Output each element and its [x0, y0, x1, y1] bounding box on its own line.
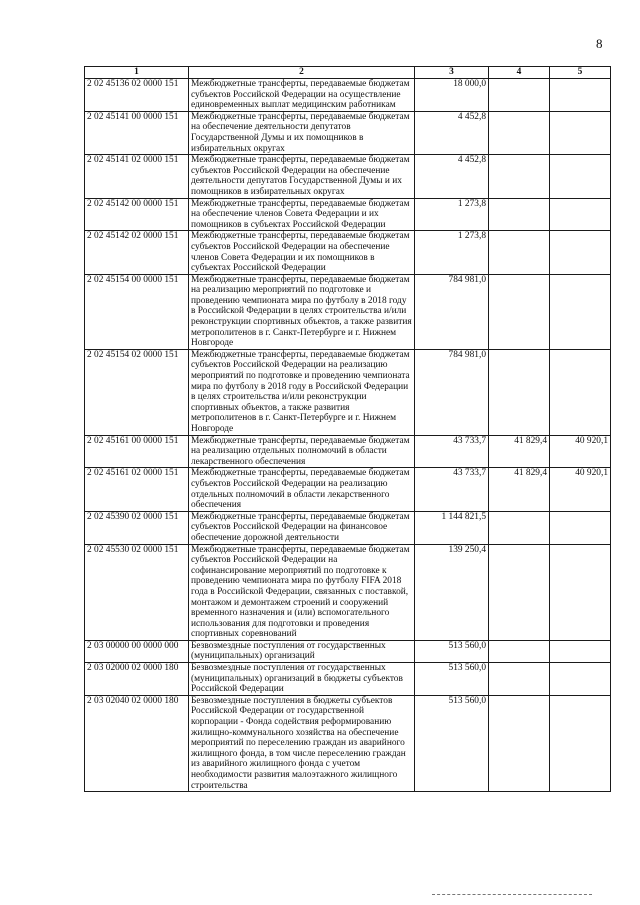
table-row [85, 468, 611, 511]
budget-code-cell: 2 02 45530 02 0000 151 [85, 544, 189, 640]
amount-col-3-cell: 1 273,8 [415, 231, 489, 274]
amount-col-3-cell: 1 273,8 [415, 198, 489, 231]
revenue-name-cell: Безвозмездные поступления в бюджеты субъектов Российской Федерации от государственной корпорации - Фонда содействия реформированию жилищно-коммунального хозяйства на обеспечение мероприятий по переселению граждан из аварийного жилищного фонда, в том числе переселению граждан из аварийного жилищного фонда с учетом необходимости развития малоэтажного жилищного строительства [189, 695, 415, 791]
amount-col-5-cell [550, 231, 611, 274]
table-row [85, 663, 611, 696]
amount-col-5-cell: 40 920,1 [550, 468, 611, 511]
revenue-name-cell: Межбюджетные трансферты, передаваемые бюджетам субъектов Российской Федерации на обеспечение деятельности депутатов Государственной Думы и их помощников в избирательных округах [189, 155, 415, 198]
header-col-1: 1 [85, 67, 189, 79]
revenue-name-cell: Межбюджетные трансферты, передаваемые бюджетам на реализацию отдельных полномочий в области лекарственного обеспечения [189, 435, 415, 468]
table-row [85, 544, 611, 640]
table-row [85, 695, 611, 791]
amount-col-4-cell [489, 79, 550, 112]
budget-code-cell: 2 02 45154 02 0000 151 [85, 349, 189, 435]
revenue-name-cell: Межбюджетные трансферты, передаваемые бюджетам субъектов Российской Федерации на софинансирование мероприятий по подготовке к проведению чемпионата мира по футболу FIFA 2018 года в Российской Федерации, связанных с поставкой, монтажом и демонтажем строений и сооружений временного назначения и (или) вспомогательного использования для подготовки и проведения спортивных соревнований [189, 544, 415, 640]
amount-col-3-cell: 43 733,7 [415, 468, 489, 511]
table-row [85, 231, 611, 274]
amount-col-4-cell [489, 695, 550, 791]
amount-col-4-cell [489, 663, 550, 696]
header-col-4: 4 [489, 67, 550, 79]
table-row [85, 349, 611, 435]
amount-col-5-cell [550, 663, 611, 696]
amount-col-5-cell [550, 349, 611, 435]
table-row [85, 111, 611, 154]
table-row [85, 155, 611, 198]
revenue-name-cell: Межбюджетные трансферты, передаваемые бюджетам субъектов Российской Федерации на реализацию мероприятий по подготовке и проведению чемпионата мира по футболу в 2018 году в Российской Федерации в целях строительства и/или реконструкции спортивных объектов, а также развития метрополитенов в г. Санкт-Петербурге и г. Нижнем Новгороде [189, 349, 415, 435]
table-row [85, 79, 611, 112]
amount-col-4-cell [489, 155, 550, 198]
amount-col-4-cell [489, 111, 550, 154]
page-number: 8 [596, 36, 603, 51]
revenue-name-cell: Межбюджетные трансферты, передаваемые бюджетам на обеспечение членов Совета Федерации и их помощников в субъектах Российской Федерации [189, 198, 415, 231]
budget-code-cell: 2 02 45142 02 0000 151 [85, 231, 189, 274]
amount-col-5-cell [550, 198, 611, 231]
header-col-2: 2 [189, 67, 415, 79]
amount-col-5-cell [550, 695, 611, 791]
table-row [85, 274, 611, 349]
header-col-5: 5 [550, 67, 611, 79]
amount-col-3-cell: 18 000,0 [415, 79, 489, 112]
budget-code-cell: 2 03 02000 02 0000 180 [85, 663, 189, 696]
revenue-name-cell: Межбюджетные трансферты, передаваемые бюджетам на реализацию мероприятий по подготовке и проведению чемпионата мира по футболу в 2018 году в Российской Федерации в целях строительства и/или реконструкции спортивных объектов, а также развития метрополитенов в г. Санкт-Петербурге и г. Нижнем Новгороде [189, 274, 415, 349]
budget-code-cell: 2 02 45161 00 0000 151 [85, 435, 189, 468]
budget-code-cell: 2 02 45136 02 0000 151 [85, 79, 189, 112]
amount-col-4-cell [489, 349, 550, 435]
table-row [85, 198, 611, 231]
amount-col-3-cell: 4 452,8 [415, 111, 489, 154]
amount-col-3-cell: 1 144 821,5 [415, 511, 489, 544]
table-row [85, 435, 611, 468]
amount-col-3-cell: 513 560,0 [415, 695, 489, 791]
budget-revenue-table [84, 66, 611, 792]
revenue-name-cell: Безвозмездные поступления от государственных (муниципальных) организаций в бюджеты субъектов Российской Федерации [189, 663, 415, 696]
budget-code-cell: 2 03 00000 00 0000 000 [85, 640, 189, 662]
amount-col-3-cell: 784 981,0 [415, 349, 489, 435]
amount-col-4-cell: 41 829,4 [489, 468, 550, 511]
amount-col-5-cell [550, 155, 611, 198]
amount-col-4-cell [489, 544, 550, 640]
page-edge-mark [432, 894, 592, 898]
amount-col-3-cell: 139 250,4 [415, 544, 489, 640]
revenue-name-cell: Безвозмездные поступления от государственных (муниципальных) организаций [189, 640, 415, 662]
amount-col-4-cell [489, 198, 550, 231]
amount-col-5-cell [550, 111, 611, 154]
amount-col-3-cell: 4 452,8 [415, 155, 489, 198]
amount-col-4-cell [489, 640, 550, 662]
amount-col-4-cell [489, 231, 550, 274]
amount-col-3-cell: 513 560,0 [415, 663, 489, 696]
revenue-name-cell: Межбюджетные трансферты, передаваемые бюджетам субъектов Российской Федерации на осуществление единовременных выплат медицинским работникам [189, 79, 415, 112]
amount-col-4-cell: 41 829,4 [489, 435, 550, 468]
header-col-3: 3 [415, 67, 489, 79]
amount-col-3-cell: 784 981,0 [415, 274, 489, 349]
revenue-name-cell: Межбюджетные трансферты, передаваемые бюджетам субъектов Российской Федерации на обеспечение членов Совета Федерации и их помощников в субъектах Российской Федерации [189, 231, 415, 274]
amount-col-4-cell [489, 274, 550, 349]
amount-col-5-cell: 40 920,1 [550, 435, 611, 468]
budget-code-cell: 2 02 45141 02 0000 151 [85, 155, 189, 198]
table-row [85, 640, 611, 662]
revenue-name-cell: Межбюджетные трансферты, передаваемые бюджетам субъектов Российской Федерации на реализацию отдельных полномочий в области лекарственного обеспечения [189, 468, 415, 511]
budget-code-cell: 2 02 45142 00 0000 151 [85, 198, 189, 231]
budget-code-cell: 2 02 45141 00 0000 151 [85, 111, 189, 154]
table-row [85, 511, 611, 544]
amount-col-5-cell [550, 511, 611, 544]
budget-code-cell: 2 03 02040 02 0000 180 [85, 695, 189, 791]
amount-col-3-cell: 513 560,0 [415, 640, 489, 662]
budget-code-cell: 2 02 45161 02 0000 151 [85, 468, 189, 511]
revenue-name-cell: Межбюджетные трансферты, передаваемые бюджетам на обеспечение деятельности депутатов Государственной Думы и их помощников в избирательных округах [189, 111, 415, 154]
table-header-row [85, 67, 611, 79]
revenue-name-cell: Межбюджетные трансферты, передаваемые бюджетам субъектов Российской Федерации на финансовое обеспечение дорожной деятельности [189, 511, 415, 544]
budget-code-cell: 2 02 45154 00 0000 151 [85, 274, 189, 349]
amount-col-5-cell [550, 79, 611, 112]
amount-col-5-cell [550, 640, 611, 662]
budget-code-cell: 2 02 45390 02 0000 151 [85, 511, 189, 544]
amount-col-5-cell [550, 544, 611, 640]
amount-col-3-cell: 43 733,7 [415, 435, 489, 468]
amount-col-5-cell [550, 274, 611, 349]
amount-col-4-cell [489, 511, 550, 544]
